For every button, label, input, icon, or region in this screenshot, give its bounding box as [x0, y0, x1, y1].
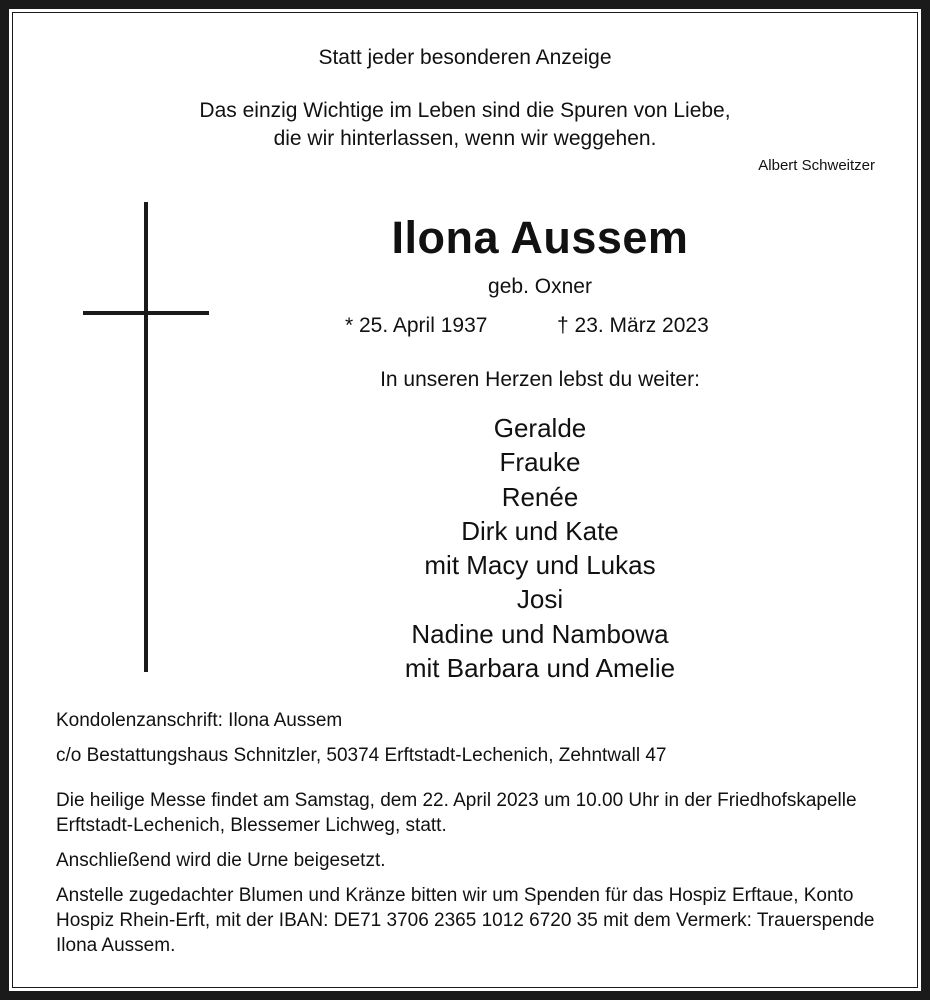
family-member: Dirk und Kate	[461, 515, 619, 546]
family-member: mit Barbara und Amelie	[404, 653, 676, 684]
heart-line: In unseren Herzen lebst du weiter:	[380, 368, 700, 391]
family-member: Renée	[501, 481, 579, 512]
quote-author: Albert Schweitzer	[758, 157, 875, 174]
maiden-name: geb. Oxner	[488, 275, 592, 298]
family-member: Frauke	[499, 447, 581, 478]
quote-line: die wir hinterlassen, wenn wir weggehen.	[273, 127, 657, 150]
family-member: mit Macy und Lukas	[424, 550, 656, 581]
donation-info: Anstelle zugedachter Blumen und Kränze bitten wir um Spenden für das Hospiz Erftaue, Konto Hospiz Rhein-Erft, mit der IBAN: DE71 3706 2365 1012 6720 35 mit dem Vermerk: Trauerspende Ilona Aussem.	[56, 885, 875, 956]
cross-icon-bar	[83, 311, 209, 315]
mass-info: Die heilige Messe findet am Samstag, dem 22. April 2023 um 10.00 Uhr in der Friedhofskapelle Erftstadt-Lechenich, Blessemer Lichweg, statt.	[56, 790, 857, 836]
quote-line: Das einzig Wichtige im Leben sind die Spuren von Liebe,	[199, 99, 731, 122]
death-date: † 23. März 2023	[557, 314, 709, 337]
cross-icon	[144, 202, 148, 672]
deceased-name: Ilona Aussem	[391, 212, 689, 263]
family-member: Nadine und Nambowa	[411, 618, 669, 649]
family-member: Josi	[516, 584, 564, 615]
quote	[0, 97, 930, 153]
funeral-home-address: c/o Bestattungshaus Schnitzler, 50374 Erftstadt-Lechenich, Zehntwall 47	[56, 745, 667, 766]
notice-header: Statt jeder besonderen Anzeige	[318, 46, 612, 69]
family-member: Geralde	[493, 413, 587, 443]
birth-date: * 25. April 1937	[345, 314, 488, 337]
condolence-address: Kondolenzanschrift: Ilona Aussem	[56, 710, 343, 731]
family-list	[340, 411, 740, 685]
urn-info: Anschließend wird die Urne beigesetzt.	[56, 850, 386, 871]
